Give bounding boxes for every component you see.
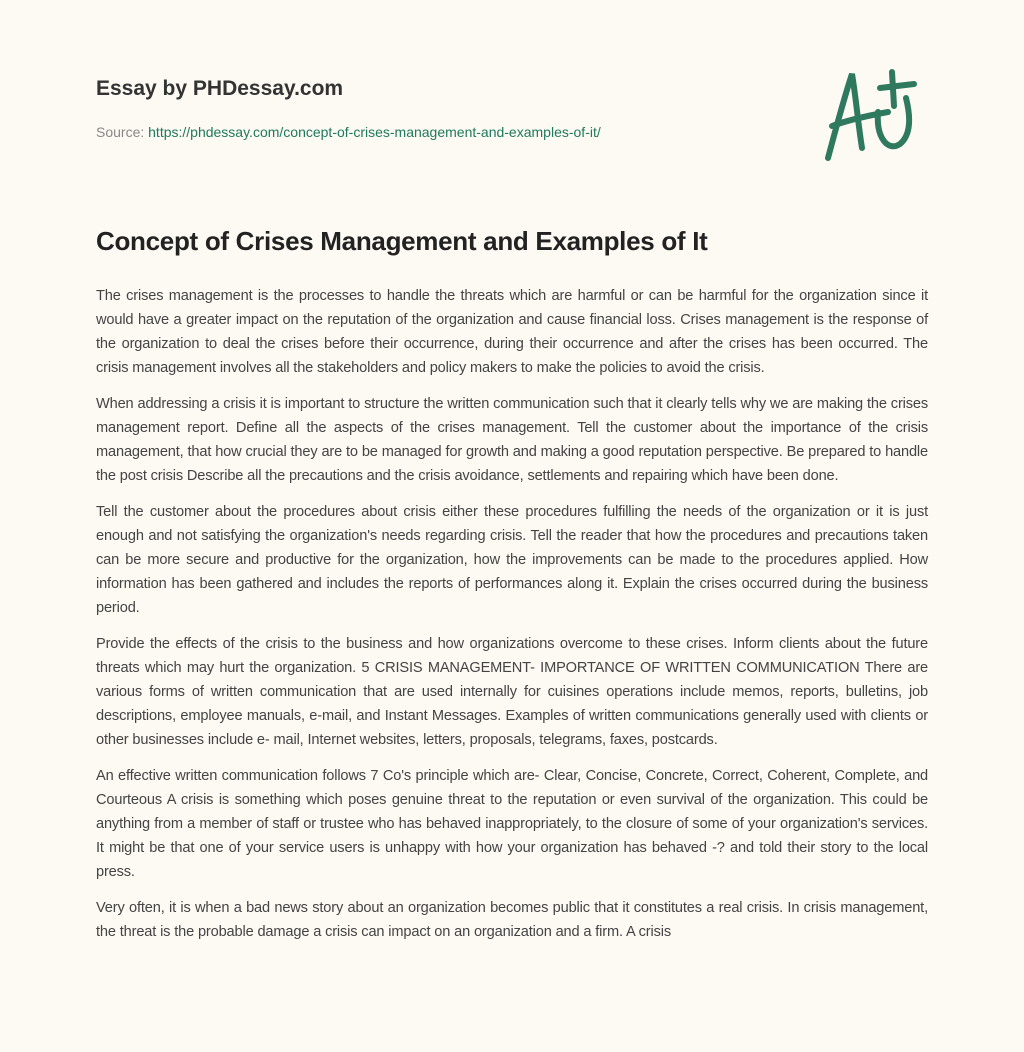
source-link[interactable]: https://phdessay.com/concept-of-crises-management-and-examples-of-it/ (148, 124, 601, 140)
a-plus-logo-icon (818, 68, 928, 164)
source-line (96, 124, 601, 140)
paragraph: The crises management is the processes to handle the threats which are harmful or can be harmful for the organization since it would have a greater impact on the reputation of the organization and cause financial loss. Crises management is the response of the organization to deal the crises before their occurrence, during their occurrence and after the crises has been occurred. The crisis management involves all the stakeholders and policy makers to make the policies to avoid the crisis. (96, 288, 928, 376)
source-label: Source: (96, 124, 145, 140)
paragraph: Tell the customer about the procedures about crisis either these procedures fulfilling the needs of the organization or it is just enough and not satisfying the organization's needs regarding crisis. Tell the reader that how the procedures and precautions taken can be more secure and productive for the organization, how the improvements can be made to the procedures applied. How information has been gathered and includes the reports of performances along it. Explain the crises occurred during the business period. (96, 504, 928, 616)
essay-body (96, 284, 928, 956)
paragraph: When addressing a crisis it is important to structure the written communication such that it clearly tells why we are making the crises management report. Define all the aspects of the crises management. Tell the customer about the importance of the crisis management, that how crucial they are to be managed for growth and making a good reputation perspective. Be prepared to handle the post crisis Describe all the precautions and the crisis avoidance, settlements and repairing which have been done. (96, 396, 928, 484)
paragraph: Very often, it is when a bad news story about an organization becomes public that it constitutes a real crisis. In crisis management, the threat is the probable damage a crisis can impact on an organization and a firm. A crisis (96, 900, 928, 940)
site-brand: Essay by PHDessay.com (96, 77, 344, 100)
paragraph: An effective written communication follows 7 Co's principle which are- Clear, Concise, Concrete, Correct, Coherent, Complete, and Courteous A crisis is something which poses genuine threat to the reputation or even survival of the organization. This could be anything from a member of staff or trustee who has behaved inappropriately, to the closure of some of your organization's services. It might be that one of your service users is unhappy with how your organization has behaved -? and told their story to the local press. (96, 768, 928, 880)
essay-title: Concept of Crises Management and Examples of It (96, 226, 708, 256)
paragraph: Provide the effects of the crisis to the business and how organizations overcome to these crises. Inform clients about the future threats which may hurt the organization. 5 CRISIS MANAGEMENT- IMPORTANCE OF WRITTEN COMMUNICATION There are various forms of written communication that are used internally for cuisines operations include memos, reports, bulletins, job descriptions, employee manuals, e-mail, and Instant Messages. Examples of written communications generally used with clients or other businesses include e- mail, Internet websites, letters, proposals, telegrams, faxes, postcards. (96, 636, 928, 748)
